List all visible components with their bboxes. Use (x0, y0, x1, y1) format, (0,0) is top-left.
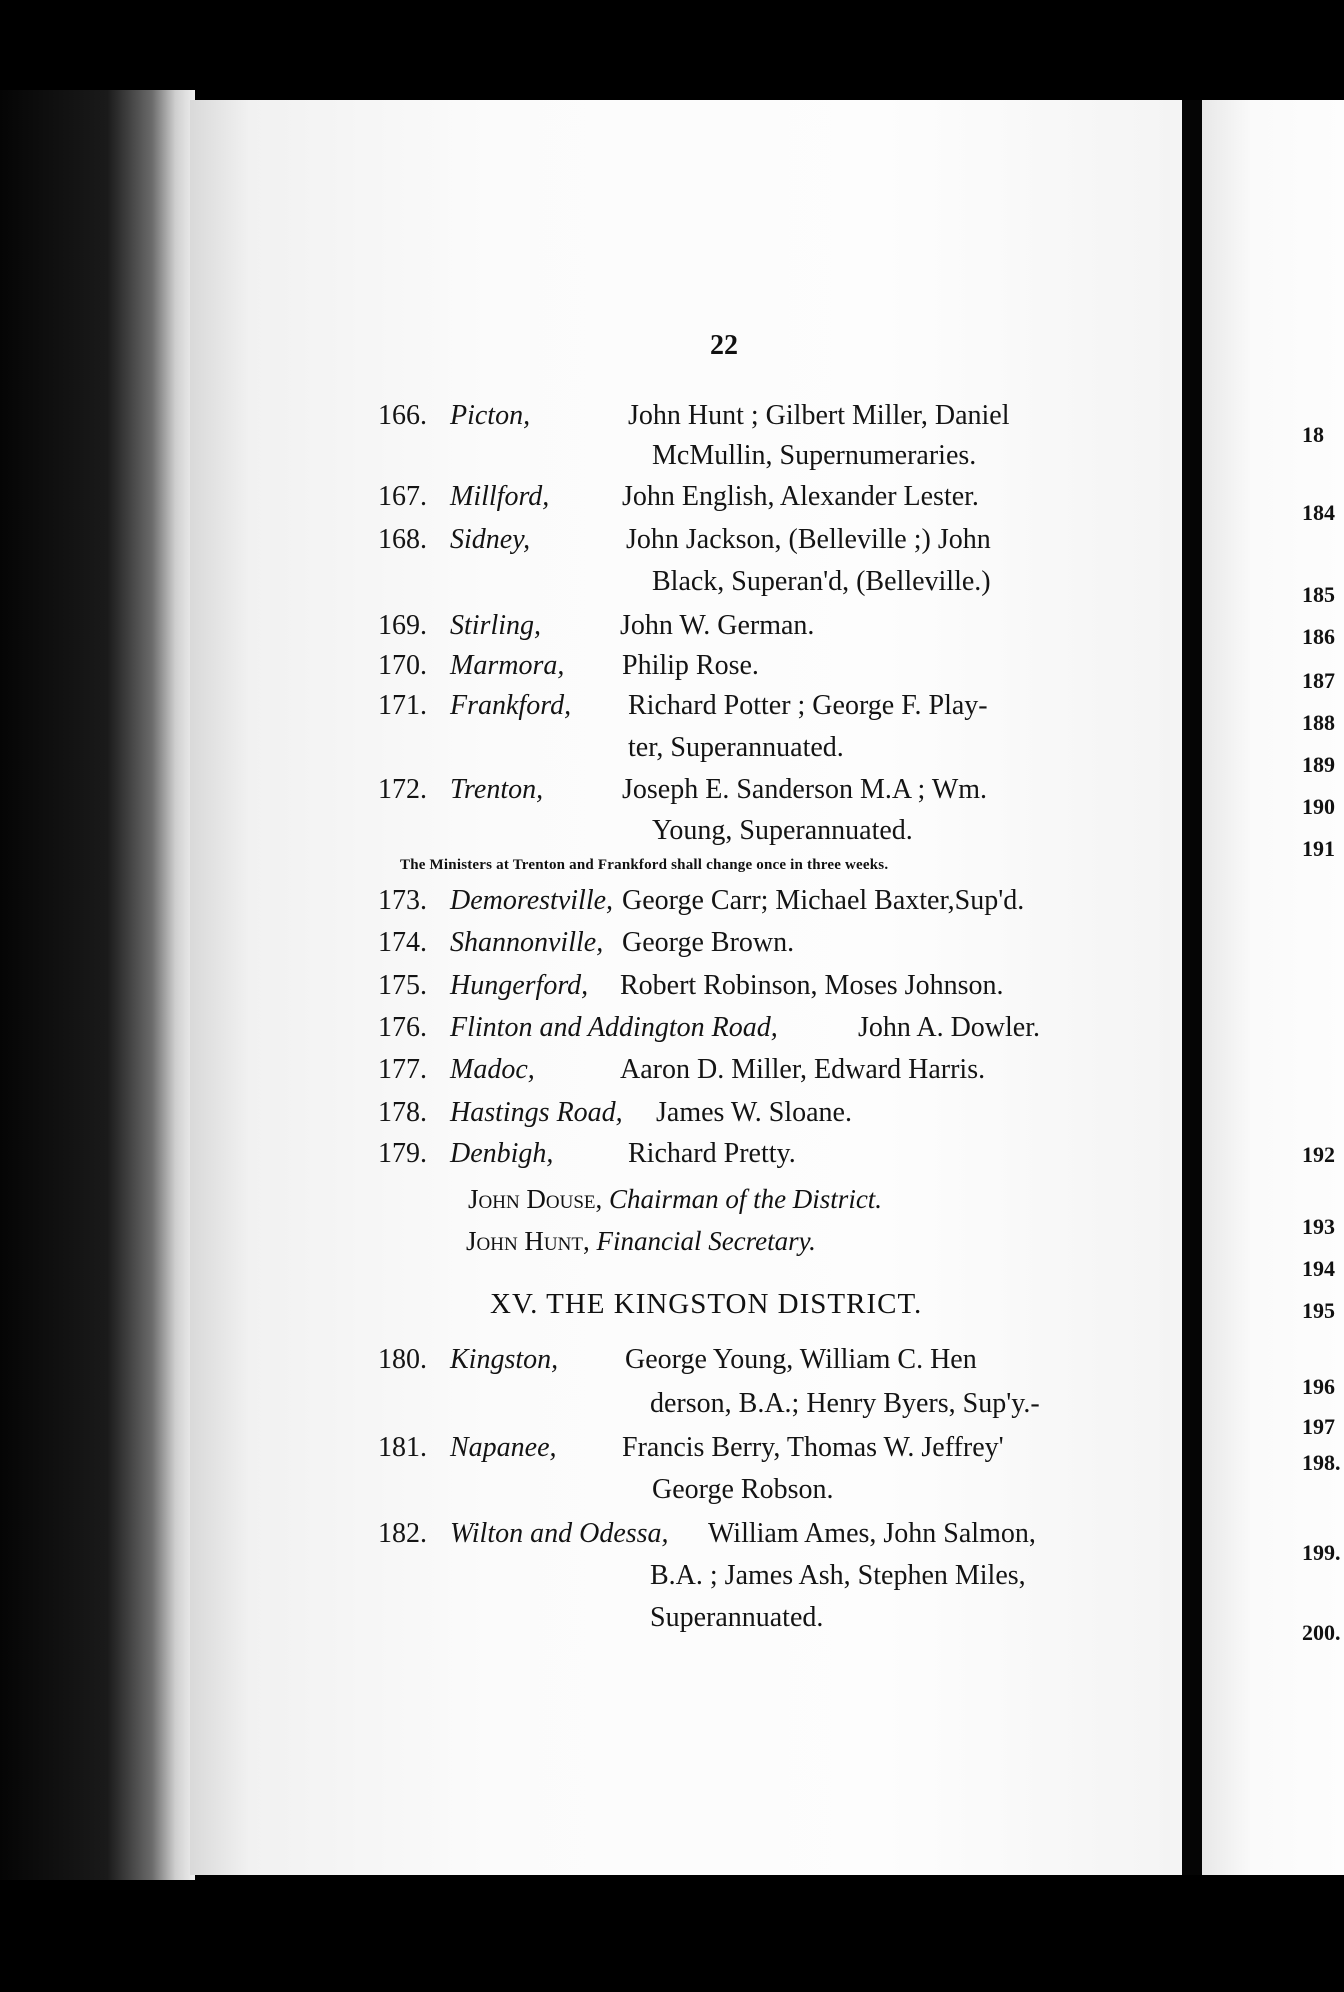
entry-number: 176. (378, 1012, 427, 1043)
entry-text: George Carr; Michael Baxter,Sup'd. (622, 885, 1025, 916)
entry-place: Sidney, (450, 524, 531, 555)
entry-continuation: McMullin, Supernumeraries. (652, 440, 977, 471)
entry-place: Hungerford, (450, 970, 589, 1001)
entry-text: John A. Dowler. (858, 1012, 1040, 1043)
entry-text: George Young, William C. Hen (625, 1344, 977, 1375)
entry-text: John Hunt ; Gilbert Miller, Daniel (628, 400, 1010, 431)
entry-number: 178. (378, 1097, 427, 1128)
facing-page-number: 186 (1302, 624, 1335, 649)
entry-continuation: derson, B.A.; Henry Byers, Sup'y.- (650, 1388, 1040, 1419)
entry-number: 182. (378, 1518, 427, 1549)
facing-page-number: 18 (1302, 422, 1324, 447)
entry-number: 172. (378, 774, 427, 805)
book-binding (0, 90, 195, 1880)
entry-number: 169. (378, 610, 427, 641)
facing-page-number: 194 (1302, 1256, 1335, 1281)
facing-page-number: 193 (1302, 1214, 1335, 1239)
entry-continuation: B.A. ; James Ash, Stephen Miles, (650, 1560, 1026, 1591)
entry-number: 166. (378, 400, 427, 431)
entry-text: Philip Rose. (622, 650, 759, 681)
facing-page-number: 189 (1302, 752, 1335, 777)
signature-role: Financial Secretary. (596, 1226, 816, 1256)
facing-page-number: 199. (1302, 1540, 1341, 1565)
entry-place: Frankford, (450, 690, 572, 721)
entry-number: 175. (378, 970, 427, 1001)
entry-number: 171. (378, 690, 427, 721)
entry-number: 174. (378, 927, 427, 958)
entry-place: Stirling, (450, 610, 542, 641)
entry-place: Marmora, (450, 650, 565, 681)
signature-name: John Hunt, (466, 1226, 590, 1256)
entry-number: 167. (378, 481, 427, 512)
facing-page-edge (1202, 100, 1344, 1875)
entry-place: Napanee, (450, 1432, 557, 1463)
entry-place: Flinton and Addington Road, (450, 1012, 778, 1043)
entry-place: Shannonville, (450, 927, 604, 958)
facing-page-number: 190 (1302, 794, 1335, 819)
entry-number: 179. (378, 1138, 427, 1169)
entry-number: 168. (378, 524, 427, 555)
facing-page-number: 187 (1302, 668, 1335, 693)
entry-place: Hastings Road, (450, 1097, 623, 1128)
signature-name: John Douse, (468, 1184, 603, 1214)
entry-text: Joseph E. Sanderson M.A ; Wm. (622, 774, 988, 805)
entry-text: Richard Pretty. (628, 1138, 796, 1169)
page-number: 22 (710, 330, 738, 361)
facing-page-number: 185 (1302, 582, 1335, 607)
chairman-signature (468, 1184, 882, 1215)
entry-text: John English, Alexander Lester. (622, 481, 979, 512)
entry-text: John W. German. (620, 610, 815, 641)
facing-page-number: 197 (1302, 1414, 1335, 1439)
entry-number: 170. (378, 650, 427, 681)
entry-continuation: Superannuated. (650, 1602, 824, 1633)
entry-number: 180. (378, 1344, 427, 1375)
district-heading: XV. THE KINGSTON DISTRICT. (490, 1288, 923, 1320)
entry-text: George Brown. (622, 927, 795, 958)
entry-text: Richard Potter ; George F. Play- (628, 690, 988, 721)
entry-place: Wilton and Odessa, (450, 1518, 669, 1549)
entry-text: John Jackson, (Belleville ;) John (626, 524, 991, 555)
entry-continuation: ter, Superannuated. (628, 732, 844, 763)
secretary-signature (466, 1226, 816, 1257)
entry-place: Demorestville, (450, 885, 614, 916)
entry-text: Aaron D. Miller, Edward Harris. (620, 1054, 986, 1085)
ministers-note: The Ministers at Trenton and Frankford shall change once in three weeks. (400, 857, 889, 873)
entry-text: William Ames, John Salmon, (708, 1518, 1036, 1549)
entry-continuation: George Robson. (652, 1474, 834, 1505)
entry-place: Trenton, (450, 774, 544, 805)
facing-page-number: 200. (1302, 1620, 1341, 1645)
entry-place: Millford, (450, 481, 550, 512)
entry-text: James W. Sloane. (656, 1097, 852, 1128)
facing-page-number: 188 (1302, 710, 1335, 735)
entry-continuation: Black, Superan'd, (Belleville.) (652, 566, 991, 597)
entry-text: Robert Robinson, Moses Johnson. (620, 970, 1004, 1001)
facing-page-number: 198. (1302, 1450, 1341, 1475)
entry-number: 181. (378, 1432, 427, 1463)
entry-number: 177. (378, 1054, 427, 1085)
signature-role: Chairman of the District. (609, 1184, 883, 1214)
entry-place: Denbigh, (450, 1138, 554, 1169)
entry-continuation: Young, Superannuated. (652, 815, 913, 846)
entry-number: 173. (378, 885, 427, 916)
entry-place: Picton, (450, 400, 531, 431)
entry-text: Francis Berry, Thomas W. Jeffrey' (622, 1432, 1004, 1463)
facing-page-number: 195 (1302, 1298, 1335, 1323)
entry-place: Madoc, (450, 1054, 535, 1085)
facing-page-number: 196 (1302, 1374, 1335, 1399)
facing-page-number: 192 (1302, 1142, 1335, 1167)
entry-place: Kingston, (450, 1344, 559, 1375)
page-gutter (1182, 100, 1202, 1875)
facing-page-number: 191 (1302, 836, 1335, 861)
facing-page-number: 184 (1302, 500, 1335, 525)
